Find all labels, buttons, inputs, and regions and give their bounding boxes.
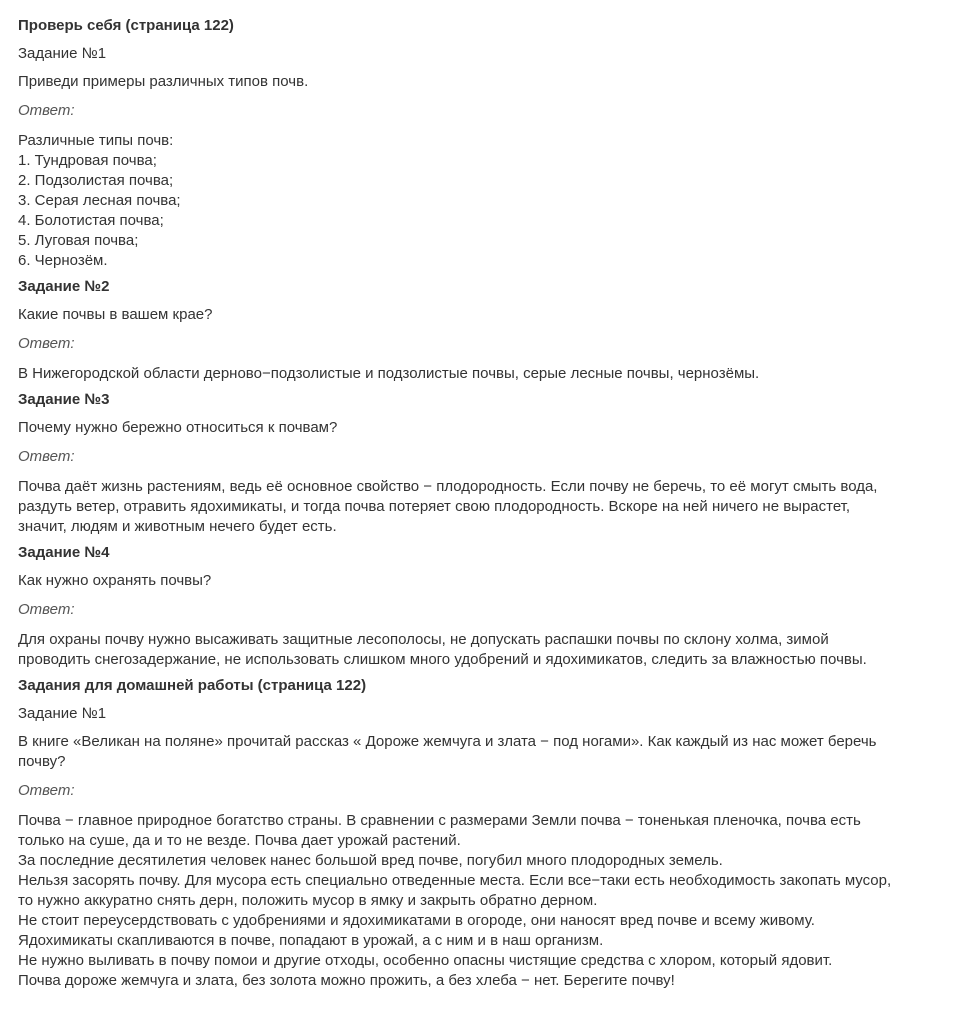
section-title-homework: Задания для домашней работы (страница 122)	[18, 677, 367, 694]
task-1-label: Задание №1	[18, 45, 107, 62]
answer-line: Ядохимикаты скапливаются в почве, попадают в урожай, а с ним и в наш организм.	[18, 932, 604, 949]
answer-line: Нельзя засорять почву. Для мусора есть специально отведенные места. Если все−таки есть необходимость закопать мусор,	[18, 872, 892, 889]
answer-line: Не стоит переусердствовать с удобрениями и ядохимикатами в огороде, они наносят вред почве и всему живому.	[18, 912, 815, 929]
answer-line: Для охраны почву нужно высаживать защитные лесополосы, не допускать распашки почвы по склону холма, зимой	[18, 631, 829, 648]
answer-line: значит, людям и животным нечего будет есть.	[18, 518, 337, 535]
answer-line: Не нужно выливать в почву помои и другие отходы, особенно опасны чистящие средства с хлором, который ядовит.	[18, 952, 833, 969]
answer-line: 3. Серая лесная почва;	[18, 192, 181, 209]
task-2-label: Задание №2	[18, 278, 110, 295]
answer-line: проводить снегозадержание, не использовать слишком много удобрений и ядохимикатов, следить за влажностью почвы.	[18, 651, 867, 668]
question-line: В книге «Великан на поляне» прочитай рассказ « Дороже жемчуга и злата − под ногами». Как каждый из нас может беречь	[18, 733, 877, 750]
task-2-answer	[18, 364, 955, 384]
home-task-1-answer	[18, 811, 955, 991]
answer-line: Различные типы почв:	[18, 132, 174, 149]
answer-line: Почва − главное природное богатство страны. В сравнении с размерами Земли почва − тоненькая пленочка, почва есть	[18, 812, 861, 829]
task-3-answer-label: Ответ:	[18, 448, 75, 465]
task-2-answer-label: Ответ:	[18, 335, 75, 352]
task-3-question: Почему нужно бережно относиться к почвам?	[18, 419, 338, 436]
home-task-1-question	[18, 732, 955, 772]
answer-line: раздуть ветер, отравить ядохимикаты, и тогда почва потеряет свою плодородность. Вскоре на ней ничего не вырастет,	[18, 498, 851, 515]
task-1-answer	[18, 131, 955, 271]
answer-line: За последние десятилетия человек нанес большой вред почве, погубил много плодородных земель.	[18, 852, 723, 869]
answer-line: Почва даёт жизнь растениям, ведь её основное свойство − плодородность. Если почву не беречь, то её могут смыть вода,	[18, 478, 878, 495]
answer-line: 2. Подзолистая почва;	[18, 172, 174, 189]
answer-line: 1. Тундровая почва;	[18, 152, 157, 169]
task-1-answer-label: Ответ:	[18, 102, 75, 119]
task-3-label: Задание №3	[18, 391, 110, 408]
answer-line: Почва дороже жемчуга и злата, без золота можно прожить, а без хлеба − нет. Берегите почву!	[18, 972, 675, 989]
task-1-question: Приведи примеры различных типов почв.	[18, 73, 309, 90]
answer-line: только на суше, да и то не везде. Почва дает урожай растений.	[18, 832, 461, 849]
task-3-answer	[18, 477, 955, 537]
answer-line: 5. Луговая почва;	[18, 232, 139, 249]
home-task-1-label: Задание №1	[18, 705, 107, 722]
task-2-question: Какие почвы в вашем крае?	[18, 306, 213, 323]
task-4-answer	[18, 630, 955, 670]
answer-line: 4. Болотистая почва;	[18, 212, 164, 229]
answer-line: 6. Чернозём.	[18, 252, 108, 269]
task-4-answer-label: Ответ:	[18, 601, 75, 618]
section-title-check-yourself: Проверь себя (страница 122)	[18, 17, 234, 34]
task-4-question: Как нужно охранять почвы?	[18, 572, 212, 589]
question-line: почву?	[18, 753, 66, 770]
answer-line: то нужно аккуратно снять дерн, положить мусор в ямку и закрыть обратно дерном.	[18, 892, 598, 909]
home-task-1-answer-label: Ответ:	[18, 782, 75, 799]
answer-line: В Нижегородской области дерново−подзолистые и подзолистые почвы, серые лесные почвы, чернозёмы.	[18, 365, 760, 382]
task-4-label: Задание №4	[18, 544, 110, 561]
